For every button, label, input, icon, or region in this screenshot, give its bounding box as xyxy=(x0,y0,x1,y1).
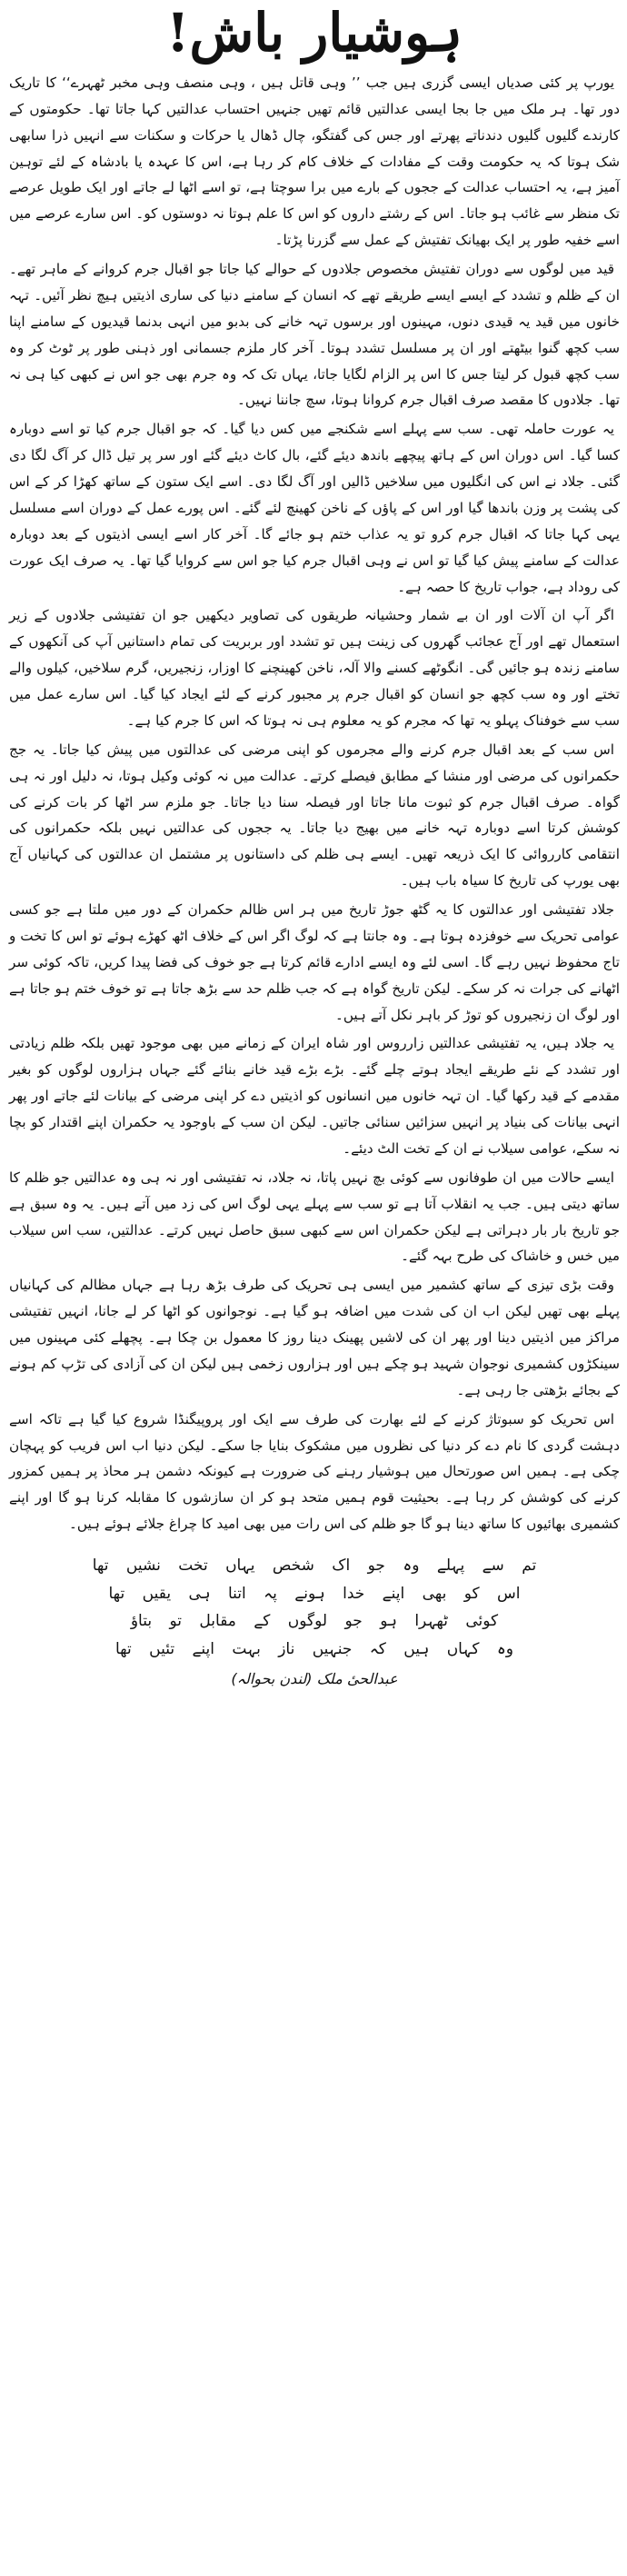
article-paragraph: اس تحریک کو سبوتاژ کرنے کے لئے بھارت کی طرف سے ایک اور پروپیگنڈا شروع کیا گیا ہے تاکہ اسے دہشت گردی کا نام دے کر دنیا کی نظروں میں مشکوک بنایا جا سکے۔ لیکن دنیا اب اس فریب کو پہچان چکی ہے۔ ہمیں اس صورتحال میں ہوشیار رہنے کی ضرورت ہے کیونکہ دشمن ہر محاذ پر ہمیں کمزور کرنے کی کوشش کر رہا ہے۔ بحیثیت قوم ہمیں متحد ہو کر ان سازشوں کا مقابلہ کرنا ہو گا اور اپنے کشمیری بھائیوں کا ساتھ دینا ہو گا جو ظلم کی اس رات میں بھی امید کا چراغ جلائے ہوئے ہیں۔ xyxy=(9,1410,620,1533)
poem-line: کوئی ٹھہرا ہو جو لوگوں کے مقابل تو بتاؤ xyxy=(130,1612,499,1631)
article-paragraph: قید میں لوگوں سے دوران تفتیش مخصوص جلادوں کے حوالے کیا جاتا جو اقبال جرم کروانے کے ماہر تھے۔ ان کے ظلم و تشدد کے ایسے ایسے طریقے تھے کہ انسان کے سامنے دنیا کی ساری اذیتیں ہیچ نظر آئیں۔ تہہ خانوں میں قید یہ قیدی دنوں، مہینوں اور برسوں تہہ خانے کی بدبو میں انہی بدنما قیدیوں کے سامنے اپنا سب کچھ گنوا بیٹھتے اور ان پر مسلسل تشدد ہوتا۔ آخر کار ملزم جسمانی اور ذہنی طور پر ٹوٹ کر وہ سب کچھ قبول کر لیتا جس کا اس پر الزام لگایا جاتا، یہاں تک کہ وہ جرم بھی جو اس نے کبھی کیا ہی نہ تھا۔ جلادوں کا مقصد صرف اقبال جرم کروانا ہوتا، سچ جاننا نہیں۔ xyxy=(9,261,620,409)
poem-line: تم سے پہلے وہ جو اک شخص یہاں تخت نشیں تھا xyxy=(92,1557,537,1576)
article-paragraph: ایسے حالات میں ان طوفانوں سے کوئی بچ نہیں پاتا، نہ جلاد، نہ تفتیشی اور نہ ہی وہ عدالتیں جو ظلم کا ساتھ دیتی ہیں۔ جب یہ انقلاب آتا ہے تو سب سے پہلے یہی لوگ اس کی زد میں آتے ہیں۔ یہ وہ سبق ہے جو تاریخ بار بار دہراتی ہے لیکن حکمران اس سے کبھی سبق حاصل نہیں کرتے۔ عدالتیں، سب اس سیلاب میں خس و خاشاک کی طرح بہہ گئے۔ xyxy=(9,1169,620,1265)
article-paragraph: اگر آپ ان آلات اور ان بے شمار وحشیانہ طریقوں کی تصاویر دیکھیں جو ان تفتیشی جلادوں کے زیر استعمال تھے اور آج عجائب گھروں کی زینت ہیں تو تشدد اور بربریت کی تمام داستانیں آپ کی آنکھوں کے سامنے زندہ ہو جائیں گی۔ انگوٹھے کسنے والا آلہ، ناخن کھینچنے کا اوزار، زنجیریں، گرم سلاخیں، کیلوں والے تختے اور وہ سب کچھ جو انسان کو اقبال جرم پر مجبور کرنے کے لئے ایجاد کیا گیا۔ اس سارے عمل میں سب سے خوفناک پہلو یہ تھا کہ مجرم کو یہ معلوم ہی نہ ہوتا کہ اس کا جرم کیا ہے۔ xyxy=(9,607,620,729)
poem-line: اس کو بھی اپنے خدا ہونے پہ اتنا ہی یقیں تھا xyxy=(108,1584,521,1603)
author-signature: عبدالحیٔ ملک (لندن بحوالہ) xyxy=(231,1670,398,1688)
article-paragraph: یورپ پر کئی صدیاں ایسی گزری ہیں جب ’’ وہی قاتل ہیں ، وہی منصف وہی مخبر ٹھہرے‘‘ کا تاریک دور تھا۔ ہر ملک میں جا بجا ایسی عدالتیں قائم تھیں جنہیں احتساب عدالتیں کہا جاتا تھا۔ حکومتوں کے کارندے گلیوں گلیوں دندناتے پھرتے اور جس کی گفتگو، چال ڈھال یا حرکات و سکنات سے انہیں ذرا سابھی شک ہوتا کہ یہ حکومت وقت کے مفادات کے خلاف کام کر رہا ہے، اس کا عہدہ یا بادشاہ کے لئے توہین آمیز ہے، یہ احتساب عدالت کے ججوں کے بارے میں برا سوچتا ہے، تو اسے اٹھا لے جاتے اور ایک طویل عرصے تک منظر سے غائب ہو جاتا۔ اس کے رشتے داروں کو اس کا علم ہوتا نہ دوستوں کو۔ اس سارے عرصے میں اسے خفیہ طور پر ایک بھیانک تفتیش کے عمل سے گزرنا پڑتا۔ xyxy=(9,74,620,249)
article-title: ہوشیار باش! xyxy=(166,2,463,64)
article-paragraph: وقت بڑی تیزی کے ساتھ کشمیر میں ایسی ہی تحریک کی طرف بڑھ رہا ہے جہاں مظالم کی کہانیاں پہلے بھی تھیں لیکن اب ان کی شدت میں اضافہ ہو گیا ہے۔ نوجوانوں کو اٹھا کر لے جانا، انہیں تفتیشی مراکز میں اذیتیں دینا اور پھر ان کی لاشیں پھینک دینا روز کا معمول بن چکا ہے۔ پچھلے کئی مہینوں میں سینکڑوں کشمیری نوجوان شہید ہو چکے ہیں اور ہزاروں زخمی ہیں لیکن ان کی آزادی کی تڑپ کم ہونے کے بجائے بڑھتی جا رہی ہے۔ xyxy=(9,1277,620,1398)
poem-line: وہ کہاں ہیں کہ جنہیں ناز بہت اپنے تئیں تھا xyxy=(114,1639,513,1658)
article-paragraph: یہ عورت حاملہ تھی۔ سب سے پہلے اسے شکنجے میں کس دیا گیا۔ کہ جو اقبال جرم کیا تو اسے دوبارہ کسا گیا۔ اس دوران اس کے ہاتھ پیچھے باندھ دیئے گئے، بال کاٹ دیئے گئے اور سر پر تیل ڈال کر آگ لگا دی گئی۔ جلاد نے اس کی انگلیوں میں سلاخیں ڈالیں اور آگ لگا دی۔ اسے ایک ستون کے ساتھ کھڑا کر کے اس کی پشت پر وزن باندھا گیا اور اس کے پاؤں کے ناخن کھینچ لئے گئے۔ اس پورے عمل کے دوران اسے مسلسل یہی کہا جاتا کہ اقبال جرم کرو تو یہ عذاب ختم ہو جائے گا۔ آخر کار اسے ایسی اذیتوں کے بعد دوبارہ عدالت کے سامنے پیش کیا گیا تو اس نے وہی اقبال جرم کیا جو اس سے کروایا گیا تھا۔ یہ صرف ایک عورت کی روداد ہے، جواب تاریخ کا حصہ ہے۔ xyxy=(9,421,620,595)
closing-poem xyxy=(9,1552,620,1663)
article-paragraph: جلاد تفتیشی اور عدالتوں کا یہ گٹھ جوڑ تاریخ میں ہر اس ظالم حکمران کے دور میں ملتا ہے جو کسی عوامی تحریک سے خوفزدہ ہوتا ہے۔ وہ جانتا ہے کہ لوگ اگر اس کے خلاف اٹھ کھڑے ہوئے تو اس کا تخت و تاج محفوظ نہیں رہے گا۔ اسی لئے وہ ایسے ادارے قائم کرتا ہے جو خوف کی فضا پیدا کریں، تاکہ کوئی سر اٹھانے کی جرات نہ کر سکے۔ لیکن تاریخ گواہ ہے کہ جب ظلم حد سے بڑھ جاتا ہے تو خوف ختم ہو جاتا ہے اور لوگ ان زنجیروں کو توڑ کر باہر نکل آتے ہیں۔ xyxy=(9,901,620,1023)
article-body xyxy=(9,70,620,1537)
article-paragraph: یہ جلاد ہیں، یہ تفتیشی عدالتیں زارروس اور شاہ ایران کے زمانے میں بھی موجود تھیں بلکہ ظلم زیادتی اور تشدد کے نئے طریقے ایجاد ہوتے چلے گئے۔ بڑے بڑے قید خانے بنائے گئے جہاں ہزاروں لوگوں کو بغیر مقدمے کے قید رکھا گیا۔ ان تہہ خانوں میں انسانوں کو اذیتیں دے کر اپنی مرضی کے بیانات لئے جاتے اور پھر انہی بیانات کی بنیاد پر انہیں سزائیں سنائی جاتیں۔ لیکن ان سب کے باوجود یہ حکمران اپنے اقتدار کو بچا نہ سکے، عوامی سیلاب نے ان کے تخت الٹ دیئے۔ xyxy=(9,1035,620,1157)
article-paragraph: اس سب کے بعد اقبال جرم کرنے والے مجرموں کو اپنی مرضی کی عدالتوں میں پیش کیا جاتا۔ یہ جج حکمرانوں کی مرضی اور منشا کے مطابق فیصلے کرتے۔ عدالت میں نہ کوئی وکیل ہوتا، نہ دلیل اور نہ ہی گواہ۔ صرف اقبال جرم کو ثبوت مانا جاتا اور فیصلہ سنا دیا جاتا۔ جو ملزم سر اٹھا کر بات کرنے کی کوشش کرتا اسے دوبارہ تہہ خانے میں بھیج دیا جاتا۔ یہ ججوں کی عدالتیں نہیں بلکہ حکمرانوں کی انتقامی کارروائی کا ایک ذریعہ تھیں۔ ایسے ہی ظلم کی داستانوں پر مشتمل ان عدالتوں کی کہانیاں آج بھی یورپ کی تاریخ کا سیاہ باب ہیں۔ xyxy=(9,741,620,890)
